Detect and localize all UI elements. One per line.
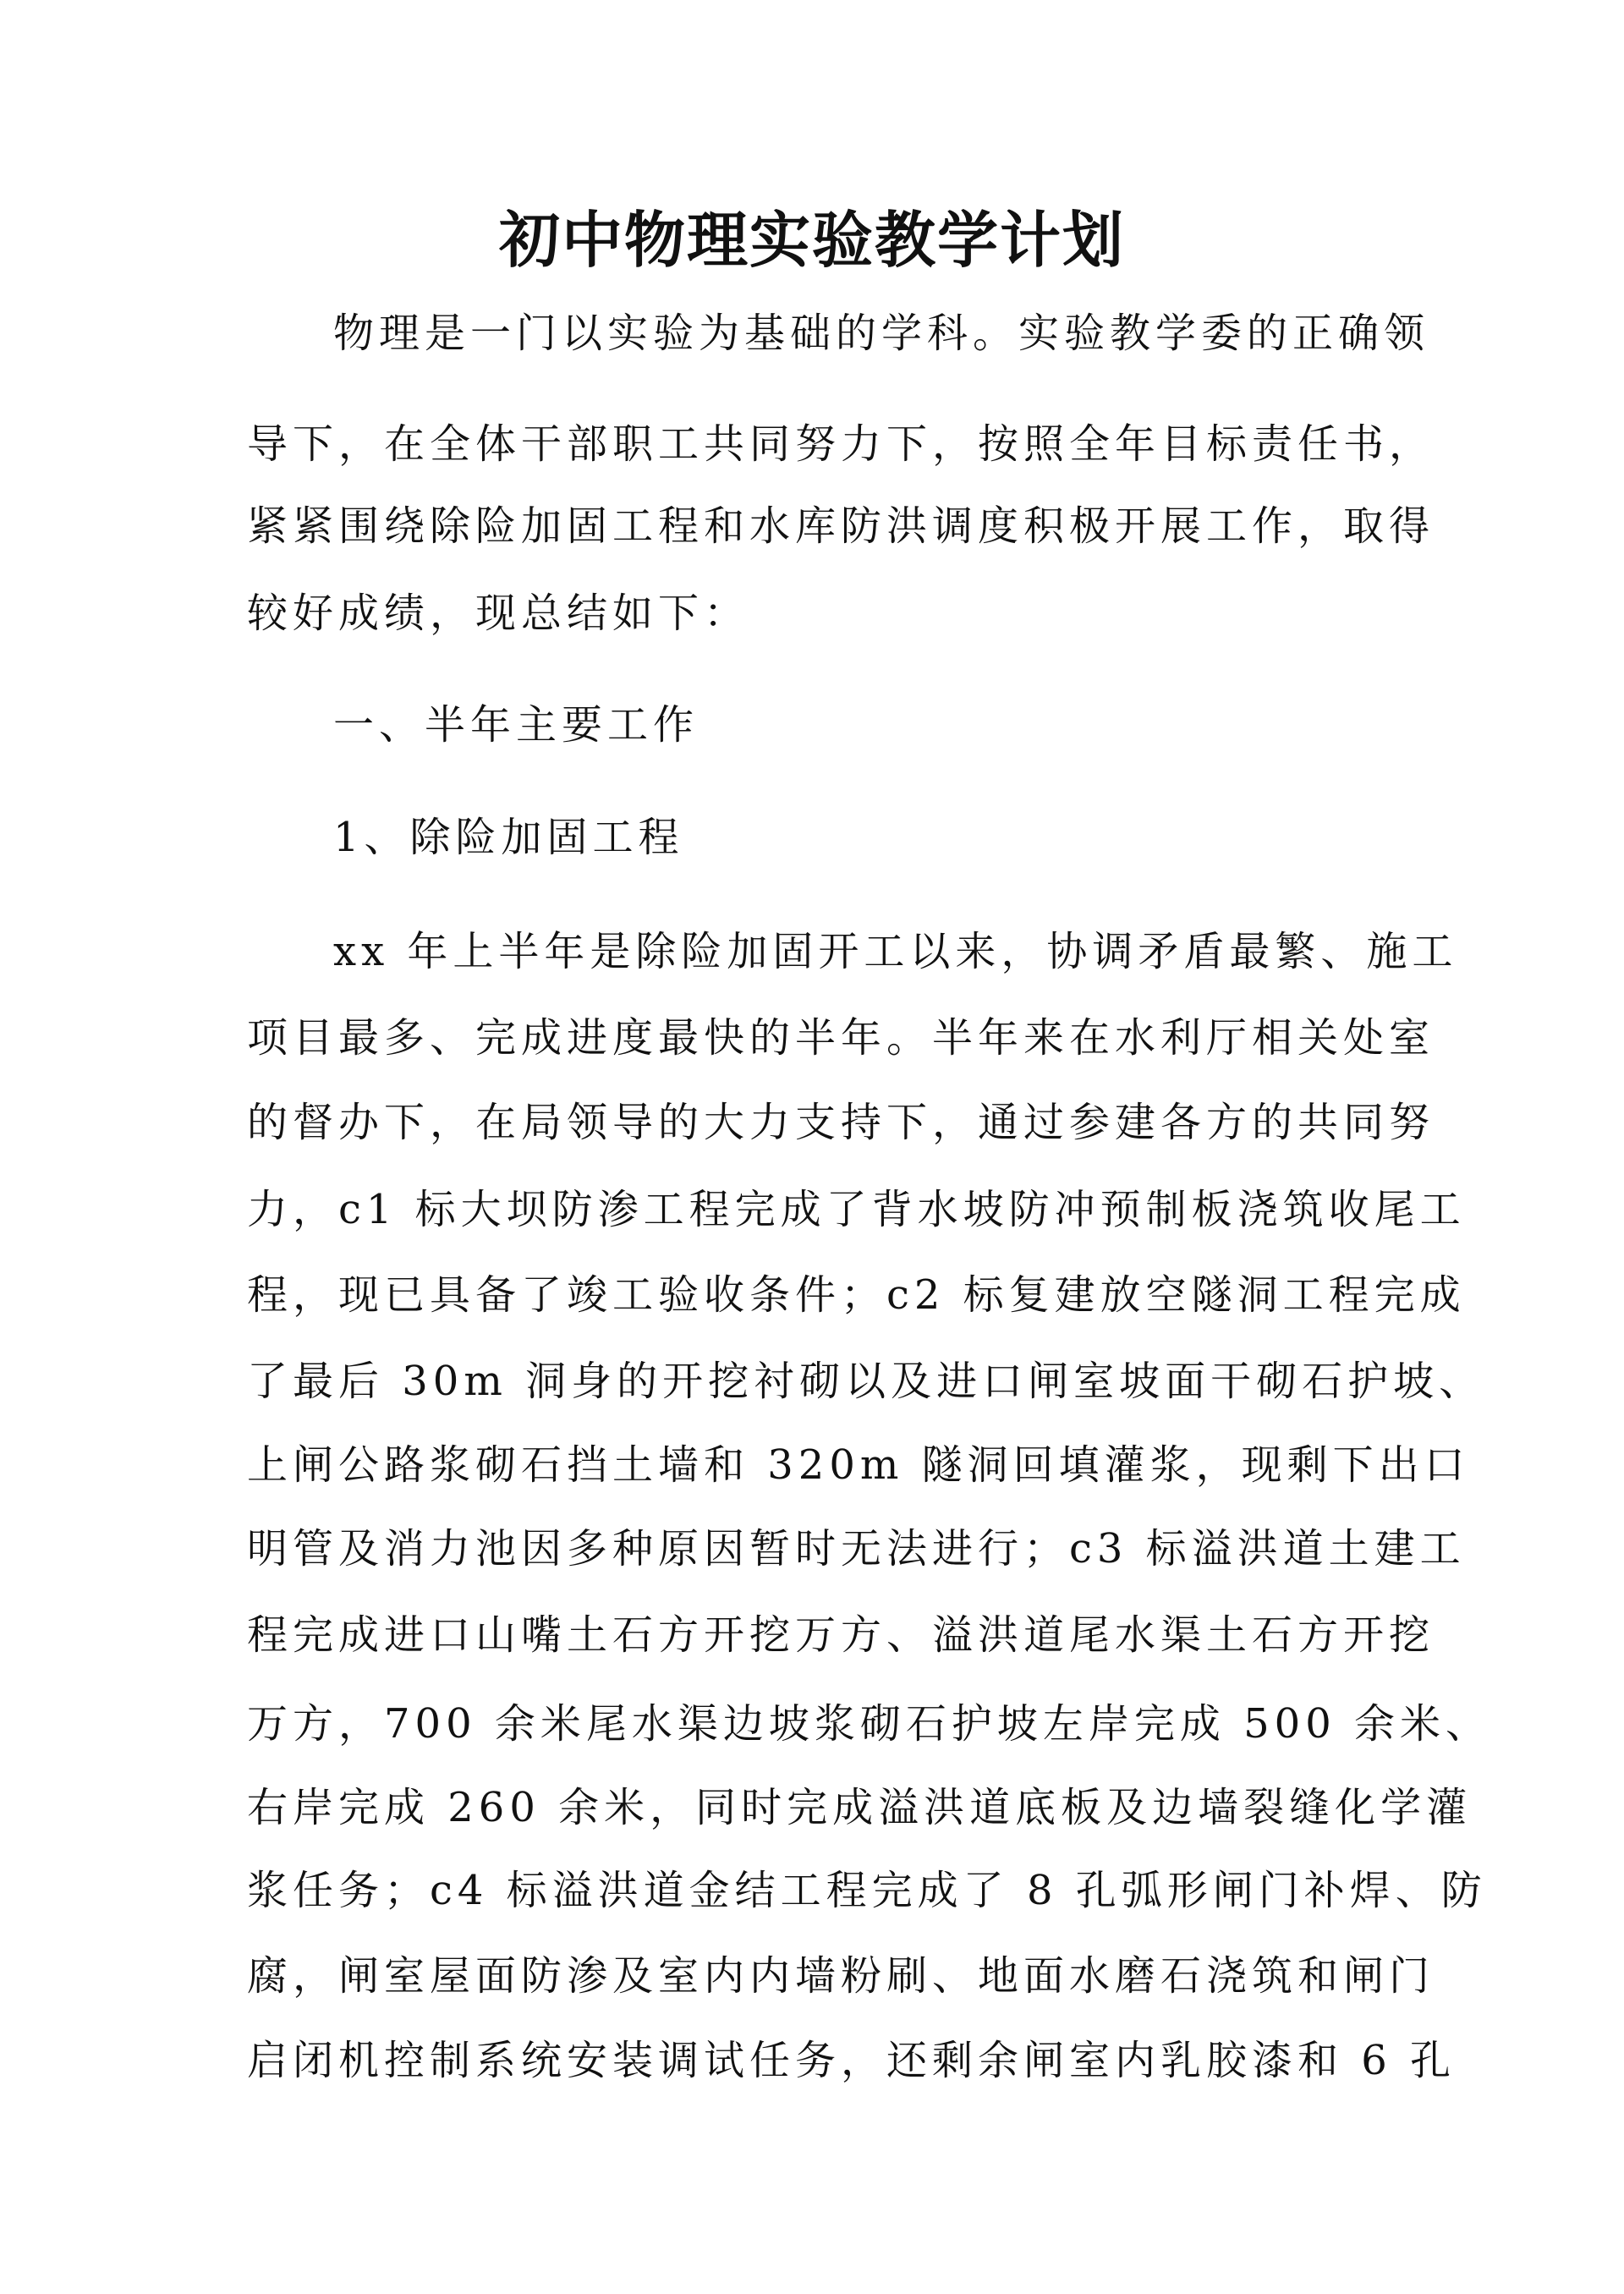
- paragraph-line: 腐，闸室屋面防渗及室内内墙粉刷、地面水磨石浇筑和闸门: [247, 1952, 1435, 2000]
- section-heading: 一、半年主要工作: [333, 701, 700, 749]
- paragraph-line: 了最后 30m 洞身的开挖衬砌以及进口闸室坡面干砌石护坡、: [247, 1358, 1485, 1405]
- paragraph-line: 物理是一门以实验为基础的学科。实验教学委的正确领: [333, 310, 1430, 357]
- paragraph-line: xx 年上半年是除险加固开工以来，协调矛盾最繁、施工: [333, 928, 1458, 975]
- paragraph-line: 项目最多、完成进度最快的半年。半年来在水利厅相关处室: [247, 1014, 1435, 1062]
- paragraph-line: 较好成绩，现总结如下：: [247, 590, 750, 637]
- subsection-heading: 1、除险加固工程: [333, 814, 684, 861]
- paragraph-line: 的督办下，在局领导的大力支持下，通过参建各方的共同努: [247, 1099, 1435, 1146]
- paragraph-line: 程完成进口山嘴土石方开挖万方、溢洪道尾水渠土石方开挖: [247, 1611, 1435, 1659]
- paragraph-line: 上闸公路浆砌石挡土墙和 320m 隧洞回填灌浆，现剩下出口: [247, 1441, 1470, 1489]
- paragraph-line: 万方，700 余米尾水渠边坡浆砌石护坡左岸完成 500 余米、: [247, 1700, 1492, 1748]
- paragraph-line: 导下，在全体干部职工共同努力下，按照全年目标责任书，: [247, 420, 1435, 468]
- paragraph-line: 浆任务；c4 标溢洪道金结工程完成了 8 孔弧形闸门补焊、防: [247, 1867, 1487, 1914]
- paragraph-line: 紧紧围绕除险加固工程和水库防洪调度积极开展工作，取得: [247, 502, 1435, 550]
- paragraph-line: 程，现已具备了竣工验收条件；c2 标复建放空隧洞工程完成: [247, 1271, 1466, 1319]
- paragraph-line: 力，c1 标大坝防渗工程完成了背水坡防冲预制板浇筑收尾工: [247, 1186, 1466, 1233]
- paragraph-line: 明管及消力池因多种原因暂时无法进行；c3 标溢洪道土建工: [247, 1525, 1466, 1572]
- paragraph-line: 启闭机控制系统安装调试任务，还剩余闸室内乳胶漆和 6 孔: [247, 2037, 1457, 2084]
- document-title: 初中物理实验教学计划: [498, 204, 1125, 276]
- paragraph-line: 右岸完成 260 余米，同时完成溢洪道底板及边墙裂缝化学灌: [247, 1784, 1473, 1831]
